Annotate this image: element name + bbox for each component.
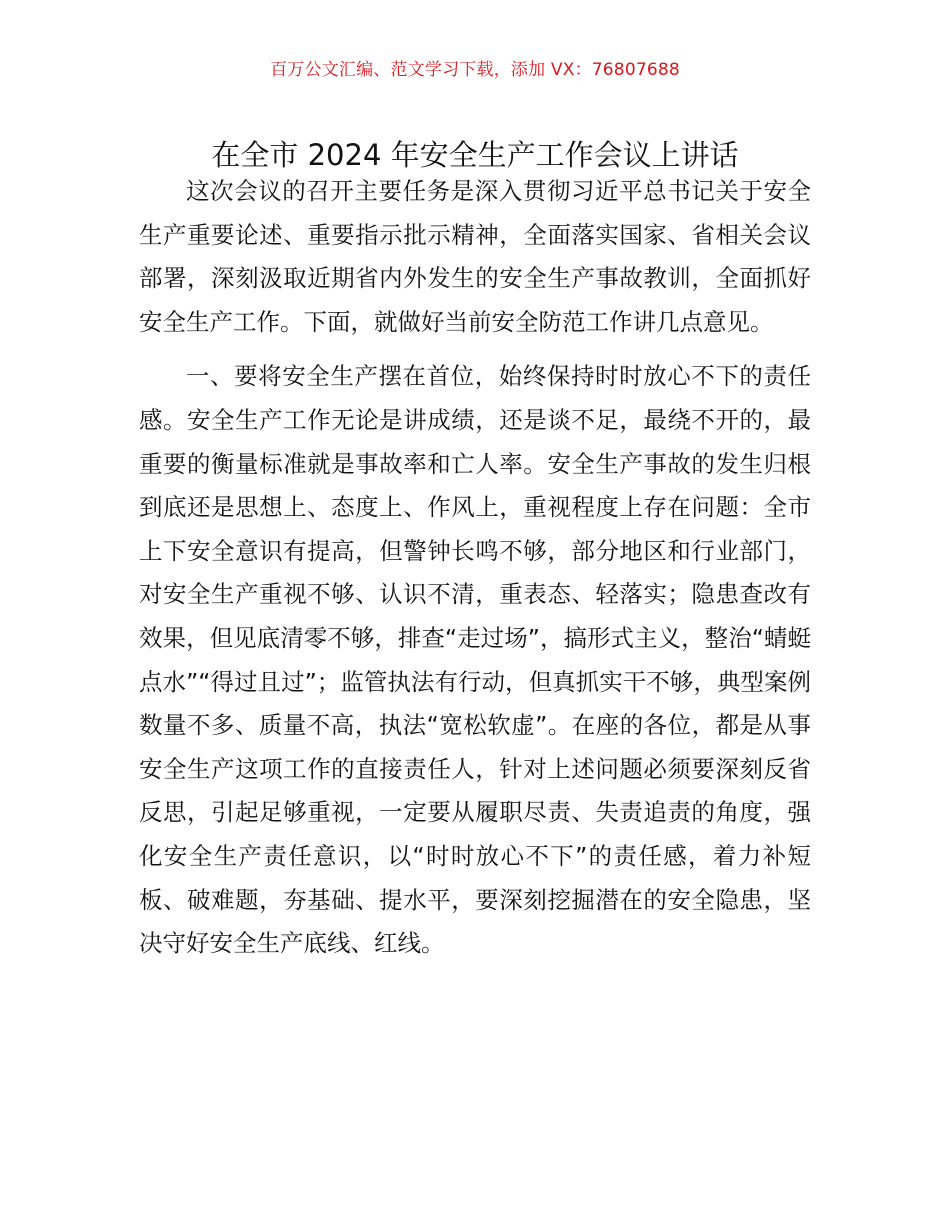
- document-title: 在全市 2024 年安全生产工作会议上讲话: [211, 138, 739, 173]
- header-watermark-note: 百万公文汇编、范文学习下载，添加 VX：76807688: [270, 60, 680, 80]
- document-body: [139, 170, 811, 966]
- paragraph-section-one: 一、要将安全生产摆在首位，始终保持时时放心不下的责任感。安全生产工作无论是讲成绩，还是谈不足，最绕不开的，最重要的衡量标准就是事故率和亡人率。安全生产事故的发生归根到底还是思想上、态度上、作风上，重视程度上存在问题：全市上下安全意识有提高，但警钟长鸣不够，部分地区和行业部门，对安全生产重视不够、认识不清，重表态、轻落实；隐患查改有效果，但见底清零不够，排查“走过场”，搞形式主义，整治“蜻蜓点水”“得过且过”；监管执法有行动，但真抓实干不够，典型案例数量不多、质量不高，执法“宽松软虚”。在座的各位，都是从事安全生产这项工作的直接责任人，针对上述问题必须要深刻反省反思，引起足够重视，一定要从履职尽责、失责追责的角度，强化安全生产责任意识，以“时时放心不下”的责任感，着力补短板、破难题，夯基础、提水平，要深刻挖掘潜在的安全隐患，坚决守好安全生产底线、红线。: [139, 362, 811, 958]
- paragraph-intro: 这次会议的召开主要任务是深入贯彻习近平总书记关于安全生产重要论述、重要指示批示精神，全面落实国家、省相关会议部署，深刻汲取近期省内外发生的安全生产事故教训，全面抓好安全生产工作。下面，就做好当前安全防范工作讲几点意见。: [139, 177, 811, 336]
